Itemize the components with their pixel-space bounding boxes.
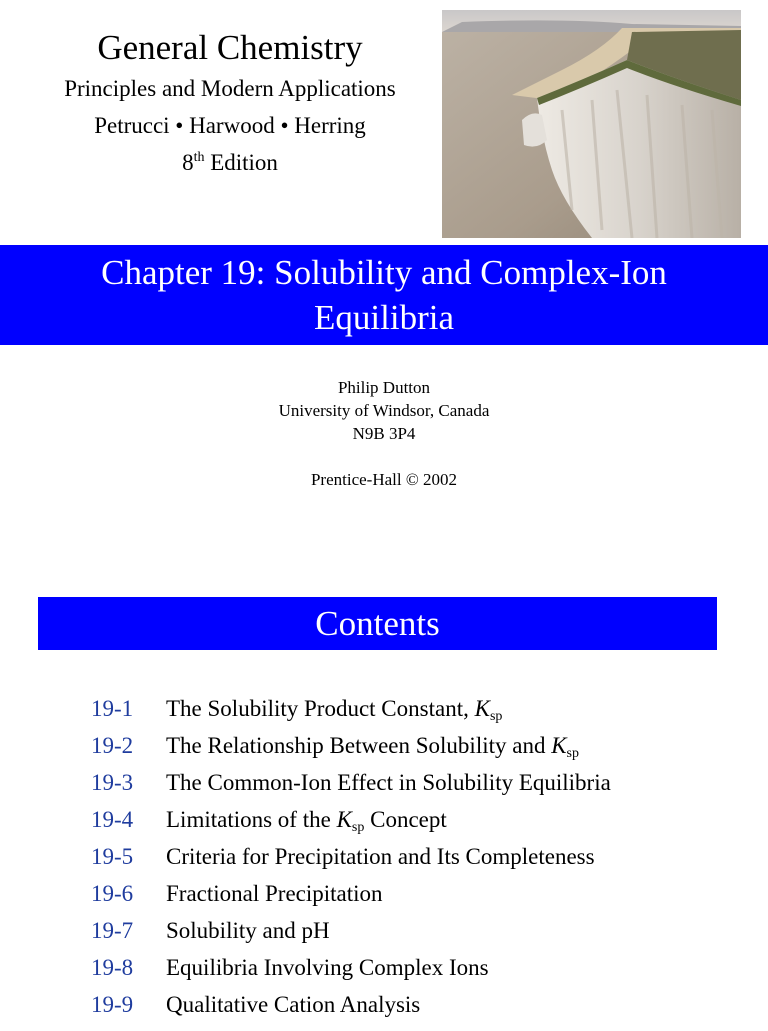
toc-section-number: 19-8	[91, 955, 134, 980]
publisher-copyright: Prentice-Hall © 2002	[310, 470, 458, 489]
toc-section-number: 19-1	[91, 696, 134, 721]
chapter-title-line-2: Equilibria	[314, 298, 454, 337]
toc-section-number: 19-3	[91, 770, 134, 795]
table-of-contents	[91, 690, 751, 1023]
presenter-postal-code: N9B 3P4	[352, 424, 416, 443]
chapter-title-banner	[0, 245, 768, 345]
presenter-info	[0, 376, 768, 491]
toc-item[interactable]	[91, 727, 751, 764]
presenter-affiliation: University of Windsor, Canada	[278, 401, 490, 420]
toc-section-title: Equilibria Involving Complex Ions	[166, 955, 489, 980]
toc-section-title: The Common-Ion Effect in Solubility Equilibria	[166, 770, 611, 795]
toc-item[interactable]	[91, 690, 751, 727]
book-authors: Petrucci • Harwood • Herring	[94, 113, 366, 138]
book-subtitle: Principles and Modern Applications	[64, 76, 396, 101]
edition-suffix: th	[193, 150, 205, 165]
toc-item[interactable]	[91, 764, 751, 801]
toc-section-number: 19-7	[91, 918, 134, 943]
cover-photo-white-cliffs	[442, 10, 741, 238]
book-edition	[20, 144, 440, 181]
toc-section-title: Limitations of the $K_{sp}$ Concept	[166, 807, 447, 835]
edition-number: 8	[182, 150, 194, 175]
toc-section-title: Qualitative Cation Analysis	[166, 992, 421, 1017]
book-title: General Chemistry	[97, 28, 363, 67]
toc-section-number: 19-6	[91, 881, 134, 906]
toc-section-title: Criteria for Precipitation and Its Completeness	[166, 844, 595, 869]
spacer	[0, 445, 768, 468]
edition-word: Edition	[204, 150, 278, 175]
toc-item[interactable]	[91, 838, 751, 875]
toc-section-number: 19-5	[91, 844, 134, 869]
toc-section-title: The Solubility Product Constant, $K_{sp}$	[166, 696, 503, 724]
toc-section-title: Solubility and pH	[166, 918, 330, 943]
toc-item[interactable]	[91, 949, 751, 986]
toc-item[interactable]	[91, 801, 751, 838]
toc-item[interactable]	[91, 912, 751, 949]
toc-item[interactable]	[91, 986, 751, 1023]
toc-section-number: 19-4	[91, 807, 134, 832]
toc-section-title: The Relationship Between Solubility and $K_{sp}$	[166, 733, 579, 761]
toc-section-number: 19-2	[91, 733, 134, 758]
contents-heading: Contents	[38, 597, 717, 650]
toc-section-title: Fractional Precipitation	[166, 881, 383, 906]
presenter-name: Philip Dutton	[337, 378, 431, 397]
book-title-block	[20, 26, 440, 181]
toc-section-number: 19-9	[91, 992, 134, 1017]
toc-item[interactable]	[91, 875, 751, 912]
chapter-title-line-1: Chapter 19: Solubility and Complex-Ion	[101, 253, 667, 292]
